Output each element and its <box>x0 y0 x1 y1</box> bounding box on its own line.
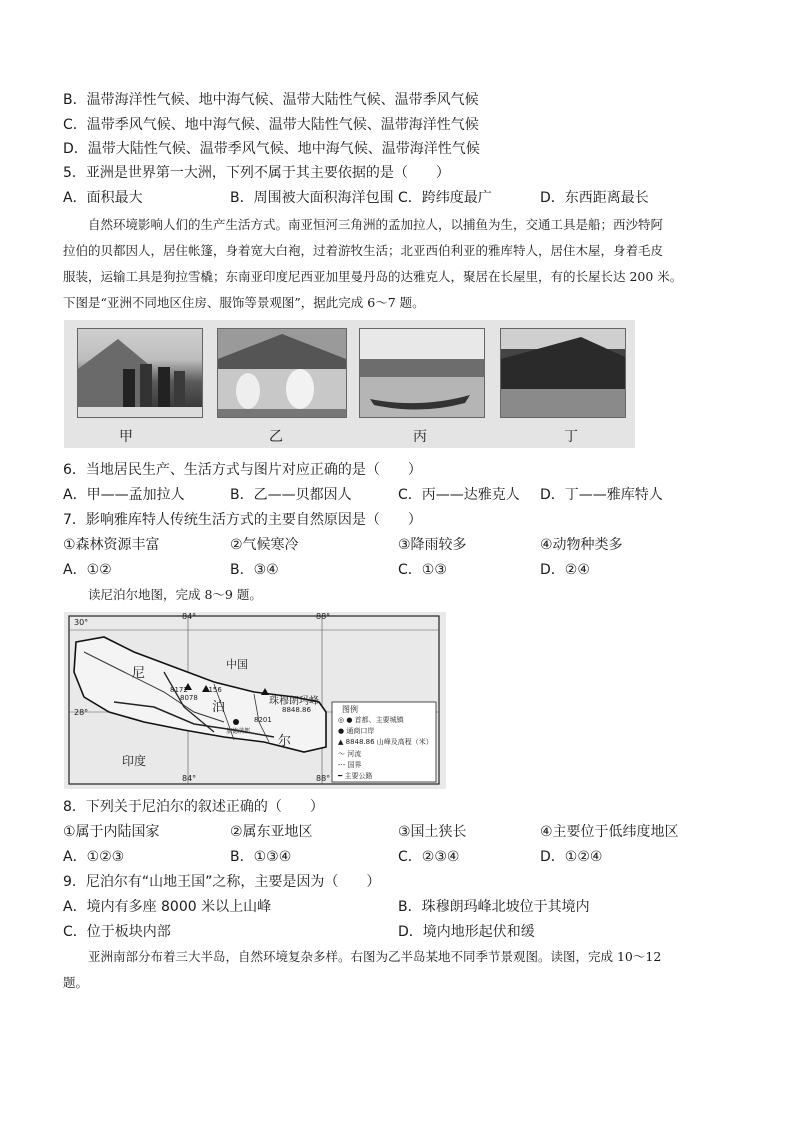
photo-bing <box>359 328 485 418</box>
q6-option-c: C．丙——达雅克人 <box>398 487 520 503</box>
label-everest: 珠穆朗玛峰 <box>269 696 319 707</box>
q9-option-d: D．境内地形起伏和缓 <box>398 924 535 940</box>
nepal-map <box>64 612 446 789</box>
lon-label-84: 84° <box>182 612 197 621</box>
passage-line: 服装，运输工具是狗拉雪橇；东南亚印度尼西亚加里曼丹岛的达雅克人，聚居在长屋里，有的长屋长达 200 米。 <box>63 269 683 284</box>
q7-item-3: ③降雨较多 <box>398 537 467 553</box>
lon-label-88: 88° <box>316 612 331 621</box>
legend-border <box>338 760 362 770</box>
q6-option-a: A．甲——孟加拉人 <box>63 487 185 503</box>
legend-road-icon: ━ <box>338 772 345 780</box>
landscape-photos <box>64 320 635 448</box>
lat-label-28: 28° <box>74 708 89 717</box>
photo-ding <box>500 328 626 418</box>
peak-8201: 8201 <box>254 716 272 724</box>
peak-8172: 8172 <box>170 686 188 694</box>
label-er: 尔 <box>278 734 292 749</box>
legend-river-icon: ～ <box>338 750 348 758</box>
q5-option-b: B．周围被大面积海洋包围 <box>230 190 394 206</box>
q8-option-a: A．①②③ <box>63 849 125 865</box>
legend-port-text: 通商口岸 <box>346 727 375 735</box>
caption-jia: 甲 <box>119 429 133 445</box>
legend-peak <box>338 737 433 747</box>
q7-item-4: ④动物种类多 <box>540 537 623 553</box>
q5-stem: 5．亚洲是世界第一大洲，下列不属于其主要依据的是（ ） <box>63 165 450 181</box>
lat-label-30: 30° <box>74 618 89 627</box>
legend-road <box>338 771 372 781</box>
legend-peak-icon: ▲ <box>338 738 346 746</box>
legend-road-text: 主要公路 <box>344 772 373 780</box>
q6-stem: 6．当地居民生产、生活方式与图片对应正确的是（ ） <box>63 462 422 478</box>
q7-option-d: D．②④ <box>540 562 590 578</box>
q5-option-a: A．面积最大 <box>63 190 143 206</box>
peak-8156: 8156 <box>204 686 222 694</box>
photo-yi <box>217 328 347 418</box>
label-china: 中国 <box>226 658 248 671</box>
legend-river-text: 河流 <box>347 750 362 758</box>
passage-line: 自然环境影响人们的生产生活方式。南亚恒河三角洲的孟加拉人，以捕鱼为生，交通工具是船；西沙特阿 <box>63 217 664 232</box>
legend-border-text: 国界 <box>347 761 362 769</box>
legend-peak-text: 8848.86 山峰及高程（米） <box>345 738 433 746</box>
legend-capital <box>338 715 404 725</box>
q8-item-2: ②属东亚地区 <box>230 824 313 840</box>
q8-option-d: D．①②④ <box>540 849 603 865</box>
q4-option-b: B．温带海洋性气候、地中海气候、温带大陆性气候、温带季风气候 <box>63 92 479 108</box>
q4-option-d: D．温带大陆性气候、温带季风气候、地中海气候、温带海洋性气候 <box>63 141 480 157</box>
lon-label-84-bottom: 84° <box>182 774 197 783</box>
q8-stem: 8．下列关于尼泊尔的叙述正确的（ ） <box>63 799 324 815</box>
q6-option-d: D．丁——雅库特人 <box>540 487 663 503</box>
q8-item-4: ④主要位于低纬度地区 <box>540 824 679 840</box>
label-ni: 尼 <box>132 666 146 681</box>
label-everest-height: 8848.86 <box>282 706 311 714</box>
q7-option-b: B．③④ <box>230 562 279 578</box>
q8-item-3: ③国土狭长 <box>398 824 467 840</box>
photo-jia <box>77 328 203 418</box>
passage-line: 下图是“亚洲不同地区住房、服饰等景观图”，据此完成 6～7 题。 <box>63 295 425 310</box>
q6-option-b: B．乙——贝都因人 <box>230 487 352 503</box>
passage-line: 题。 <box>63 975 89 990</box>
caption-yi: 乙 <box>269 429 283 445</box>
q7-option-a: A．①② <box>63 562 112 578</box>
q9-option-a: A．境内有多座 8000 米以上山峰 <box>63 899 272 915</box>
q9-stem: 9．尼泊尔有“山地王国”之称，主要是因为（ ） <box>63 874 381 890</box>
caption-bing: 丙 <box>413 429 427 445</box>
label-bo: 泊 <box>212 700 226 715</box>
caption-ding: 丁 <box>564 429 578 445</box>
q8-option-c: C．②③④ <box>398 849 460 865</box>
legend-title: 图例 <box>342 705 358 714</box>
q5-option-d: D．东西距离最长 <box>540 190 649 206</box>
legend-capital-icon: ◎ ● <box>338 716 355 724</box>
passage-line: 亚洲南部分布着三大半岛，自然环境复杂多样。右图为乙半岛某地不同季节景观图。读图，完成 10～12 <box>63 949 662 964</box>
label-capital: 加德满都 <box>226 728 251 735</box>
label-india: 印度 <box>122 754 147 768</box>
passage-line: 读尼泊尔地图，完成 8～9 题。 <box>63 587 262 602</box>
legend-capital-text: 首都、主要城镇 <box>354 716 404 724</box>
passage-nepal <box>63 582 731 608</box>
q7-option-c: C．①③ <box>398 562 447 578</box>
peak-8078: 8078 <box>180 694 198 702</box>
legend-port <box>338 726 374 736</box>
q5-option-c: C．跨纬度最广 <box>398 190 492 206</box>
lon-label-88-bottom: 88° <box>316 774 331 783</box>
legend-river <box>338 749 361 759</box>
q9-option-b: B．珠穆朗玛峰北坡位于其境内 <box>398 899 590 915</box>
q8-option-b: B．①③④ <box>230 849 292 865</box>
q8-item-1: ①属于内陆国家 <box>63 824 160 840</box>
legend-border-icon: -·- <box>338 761 348 769</box>
q7-item-1: ①森林资源丰富 <box>63 537 160 553</box>
passage-lifestyles <box>63 212 731 316</box>
legend-port-icon: ● <box>338 727 347 735</box>
q4-option-c: C．温带季风气候、地中海气候、温带大陆性气候、温带海洋性气候 <box>63 117 479 133</box>
q9-option-c: C．位于板块内部 <box>63 924 171 940</box>
q7-item-2: ②气候寒冷 <box>230 537 299 553</box>
passage-peninsulas <box>63 944 731 996</box>
q7-stem: 7．影响雅库特人传统生活方式的主要自然原因是（ ） <box>63 512 422 528</box>
passage-line: 拉伯的贝都因人，居住帐篷，身着宽大白袍，过着游牧生活；北亚西伯利亚的雅库特人，居住木屋，身着毛皮 <box>63 243 664 258</box>
